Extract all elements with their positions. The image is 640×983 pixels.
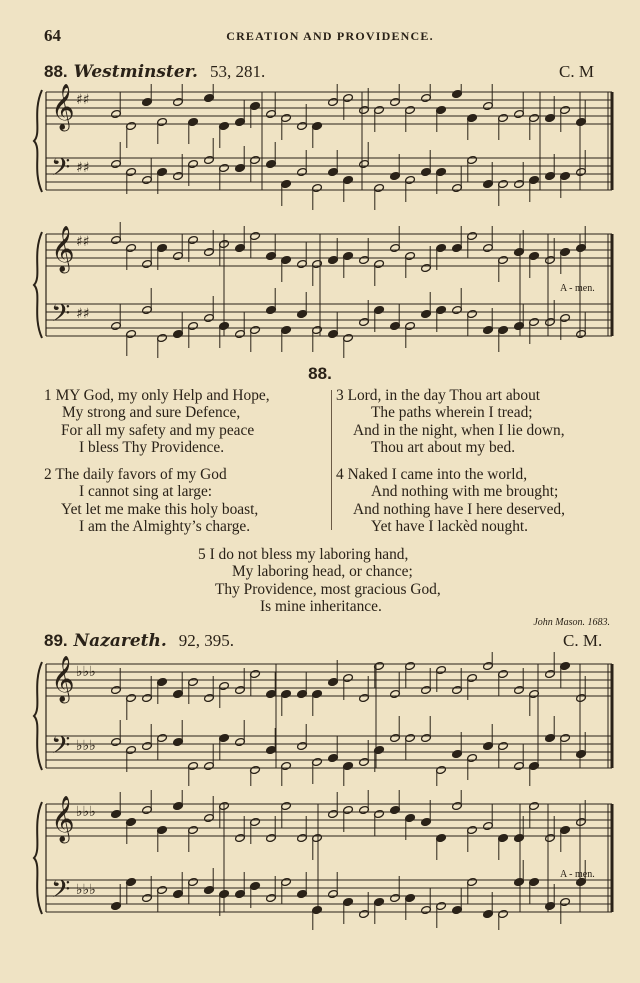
stanza-number: 4 — [336, 466, 344, 483]
music-system — [0, 84, 640, 212]
tune-number: 88. — [44, 62, 68, 81]
brace — [34, 90, 42, 192]
brace — [34, 232, 42, 338]
stanza-line: And in the night, when I lie down, — [353, 421, 565, 439]
stanza-number: 2 — [44, 466, 52, 483]
tune-heading — [44, 62, 265, 82]
music-system — [0, 652, 640, 786]
brace — [34, 662, 42, 770]
stanza-line: My strong and sure Defence, — [62, 404, 241, 422]
amen-label: A - men. — [560, 283, 595, 294]
treble-clef-icon: 𝄞 — [51, 656, 75, 702]
tune-number: 89. — [44, 631, 68, 650]
stanza-line: Yet let me make this holy boast, — [61, 500, 259, 518]
key-signature: ♭♭♭ — [76, 804, 96, 820]
stanza-line: The paths wherein I tread; — [371, 404, 533, 422]
treble-clef-icon: 𝄞 — [51, 84, 75, 130]
amen-label: A - men. — [560, 869, 595, 880]
running-title: CREATION AND PROVIDENCE. — [226, 29, 434, 43]
column-divider — [331, 390, 332, 530]
key-signature: ♭♭♭ — [76, 738, 96, 754]
stanza-number: 1 — [44, 387, 52, 404]
stanza-line: MY God, my only Help and Hope, — [55, 387, 270, 404]
stanza-line: And nothing with me brought; — [371, 483, 559, 501]
page-number: 64 — [44, 26, 61, 45]
stanza-line: Naked I came into the world, — [347, 466, 528, 483]
tune-refs: 92, 395. — [178, 631, 235, 650]
stanza-number: 3 — [336, 387, 344, 404]
bass-clef-icon: 𝄢 — [51, 875, 71, 910]
bass-clef-icon: 𝄢 — [51, 731, 71, 766]
stanza — [336, 387, 565, 457]
music-system — [0, 790, 640, 930]
stanza — [198, 546, 441, 616]
music-system — [0, 222, 640, 358]
tune-meter: C. M — [559, 62, 594, 81]
stanza-line: My laboring head, or chance; — [232, 563, 413, 581]
bass-clef-icon: 𝄢 — [51, 153, 71, 188]
bass-clef-icon: 𝄢 — [51, 299, 71, 334]
key-signature: ♯♯ — [76, 234, 90, 250]
stanza — [44, 387, 270, 457]
stanza-line: I bless Thy Providence. — [79, 439, 225, 457]
key-signature: ♭♭♭ — [76, 882, 96, 898]
stanza — [44, 466, 258, 536]
stanza-line: Thy Providence, most gracious God, — [215, 580, 441, 598]
treble-clef-icon: 𝄞 — [51, 796, 75, 842]
tune-heading — [44, 631, 234, 651]
key-signature: ♭♭♭ — [76, 664, 96, 680]
stanza-line: Yet have I lackèd nought. — [371, 518, 529, 536]
key-signature: ♯♯ — [76, 160, 90, 176]
author-credit: John Mason. 1683. — [533, 617, 610, 628]
stanza-line: Is mine inheritance. — [260, 598, 382, 616]
key-signature: ♯♯ — [76, 92, 90, 108]
tune-name: Westminster. — [73, 62, 198, 82]
tune-name: Nazareth. — [73, 631, 167, 651]
hymn-number: 88. — [308, 364, 332, 383]
treble-clef-icon: 𝄞 — [51, 226, 75, 272]
brace — [34, 802, 42, 914]
stanza-line: Thou art about my bed. — [371, 439, 516, 457]
stanza-line: And nothing have I here deserved, — [353, 500, 565, 518]
stanza-line: I do not bless my laboring hand, — [209, 546, 409, 563]
key-signature: ♯♯ — [76, 306, 90, 322]
stanza-number: 5 — [198, 546, 206, 563]
tune-refs: 53, 281. — [209, 62, 266, 81]
stanza-line: I cannot sing at large: — [79, 483, 213, 501]
stanza-line: I am the Almighty’s charge. — [79, 518, 251, 536]
stanza — [336, 466, 565, 536]
stanza-line: The daily favors of my God — [55, 466, 227, 483]
stanza-line: For all my safety and my peace — [61, 421, 255, 439]
tune-meter: C. M. — [563, 631, 603, 650]
stanza-line: Lord, in the day Thou art about — [347, 387, 541, 404]
